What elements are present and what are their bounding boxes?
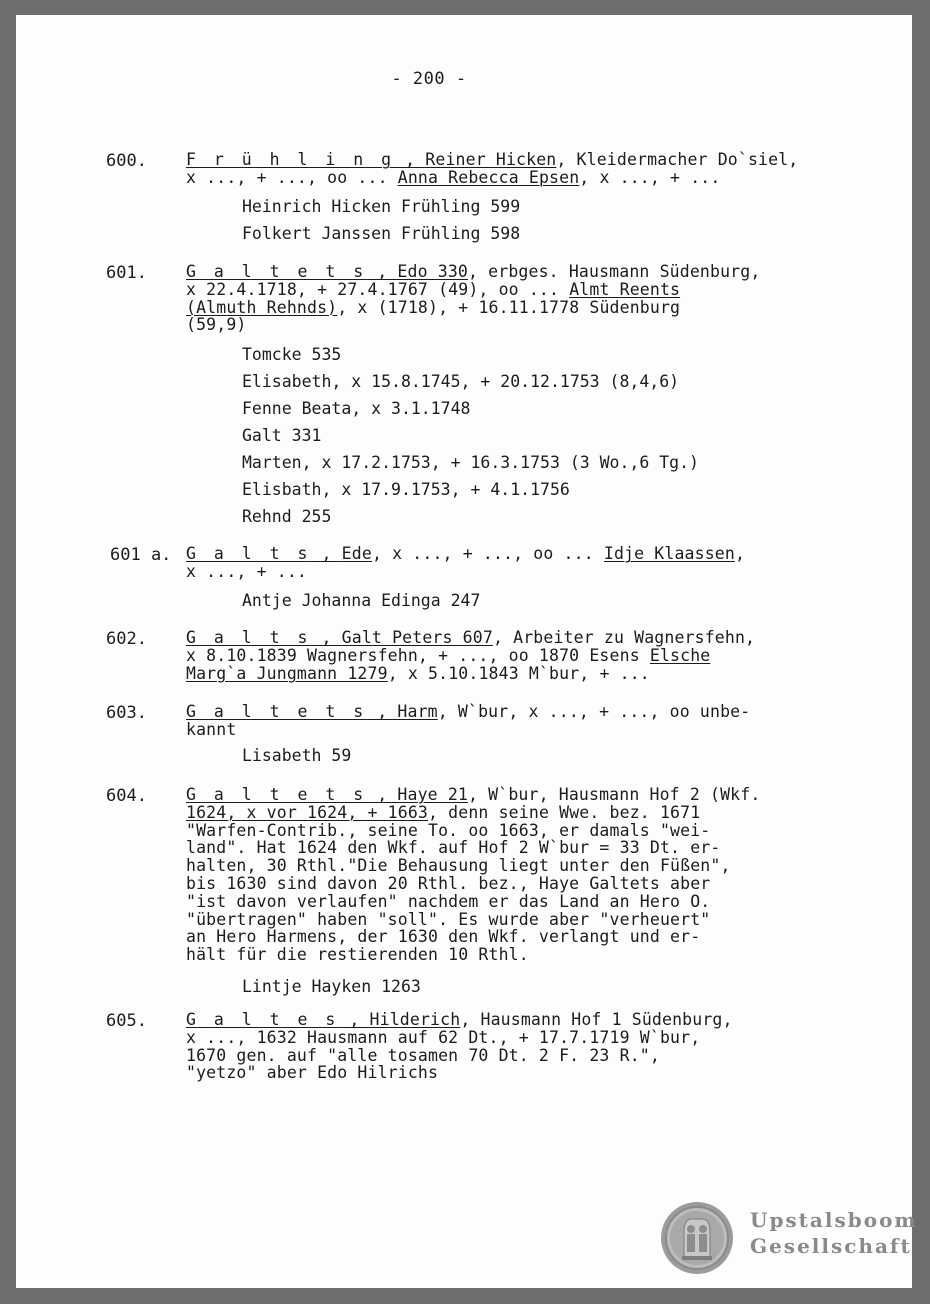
entry-line bbox=[186, 299, 760, 317]
text-segment: , x ..., + ..., oo ... bbox=[371, 544, 604, 563]
entry-text bbox=[186, 703, 750, 739]
text-segment: x 8.10.1839 Wagnersfehn, + ..., oo 1870 Esens bbox=[186, 645, 650, 665]
surname: G a l t e s bbox=[186, 1010, 340, 1029]
entry-line bbox=[186, 647, 755, 665]
surname: G a l t s bbox=[186, 628, 312, 647]
entry-text bbox=[186, 151, 798, 187]
text-segment: , x ..., + ... bbox=[579, 167, 721, 187]
entry-line bbox=[186, 281, 760, 299]
text-segment: Elsche bbox=[649, 645, 711, 665]
logo-line-1: Upstalsboom bbox=[750, 1208, 918, 1232]
entry-line bbox=[186, 721, 750, 739]
text-segment: 1670 gen. auf "alle tosamen 70 Dt. 2 F. 23 R.", bbox=[186, 1045, 660, 1065]
entry-line bbox=[186, 1064, 733, 1082]
entry-line bbox=[186, 169, 798, 187]
text-segment: an Hero Harmens, der 1630 den Wkf. verlangt und er- bbox=[186, 927, 701, 947]
entry-number: 601. bbox=[106, 263, 147, 283]
entry-text bbox=[186, 629, 755, 682]
surname: G a l t e t s bbox=[186, 785, 368, 804]
text-segment: Idje Klaassen bbox=[603, 544, 735, 563]
entry-line bbox=[186, 151, 798, 169]
entry-line bbox=[186, 629, 755, 647]
text-segment: , bbox=[367, 785, 398, 804]
entry-line bbox=[186, 545, 745, 563]
entry-line bbox=[186, 563, 745, 581]
text-segment: Galt Peters 607 bbox=[341, 628, 493, 647]
text-segment: , bbox=[395, 150, 426, 169]
entry-line bbox=[186, 263, 760, 281]
child-entry: Lisabeth 59 bbox=[242, 746, 352, 765]
text-segment: , W`bur, x ..., + ..., oo unbe- bbox=[437, 702, 751, 721]
text-segment: , Arbeiter zu Wagnersfehn, bbox=[492, 628, 756, 647]
text-segment: bis 1630 sind davon 20 Rthl. bez., Haye Galtets aber bbox=[186, 873, 711, 893]
text-segment: (59,9) bbox=[186, 315, 247, 335]
child-entry: Heinrich Hicken Frühling 599 bbox=[242, 197, 521, 216]
text-segment: Almt Reents bbox=[569, 279, 681, 299]
entry-line bbox=[186, 1047, 733, 1065]
child-entry: Elisabeth, x 15.8.1745, + 20.12.1753 (8,4,6) bbox=[242, 372, 680, 391]
text-segment: x ..., + ... bbox=[186, 561, 308, 581]
entry-number: 600. bbox=[106, 151, 147, 171]
child-entry: Rehnd 255 bbox=[242, 507, 332, 526]
text-segment: Anna Rebecca Epsen bbox=[397, 167, 580, 187]
text-segment: , Hausmann Hof 1 Südenburg, bbox=[460, 1010, 733, 1029]
text-segment: , bbox=[311, 628, 342, 647]
page-number: - 200 - bbox=[391, 69, 467, 89]
surname: G a l t e t s bbox=[186, 702, 368, 721]
entry-line bbox=[186, 786, 760, 804]
text-segment: 1624, x vor 1624, + 1663 bbox=[186, 802, 429, 822]
text-segment: Marg`a Jungmann 1279 bbox=[186, 663, 388, 683]
text-segment: hält für die restierenden 10 Rthl. bbox=[186, 945, 529, 965]
child-entry: Elisbath, x 17.9.1753, + 4.1.1756 bbox=[242, 480, 570, 499]
surname: G a l t e t s bbox=[186, 262, 368, 281]
surname: G a l t s bbox=[186, 544, 312, 563]
entry-line bbox=[186, 928, 760, 946]
entry-line bbox=[186, 911, 760, 929]
entry-number: 602. bbox=[106, 629, 147, 649]
entry-text bbox=[186, 545, 745, 581]
text-segment: , x (1718), + 16.11.1778 Südenburg bbox=[337, 297, 681, 317]
entry-line bbox=[186, 665, 755, 683]
text-segment: , bbox=[367, 702, 398, 721]
text-segment: , Kleidermacher Do`siel, bbox=[556, 150, 799, 169]
entry-text bbox=[186, 786, 760, 964]
text-segment: , erbges. Hausmann Südenburg, bbox=[468, 262, 761, 281]
text-segment: Edo 330 bbox=[397, 262, 468, 281]
entry-number: 603. bbox=[106, 703, 147, 723]
surname: F r ü h l i n g bbox=[186, 150, 396, 169]
text-segment: Harm bbox=[397, 702, 438, 721]
entry-line bbox=[186, 1011, 733, 1029]
society-logo bbox=[660, 1201, 918, 1277]
text-segment: , bbox=[734, 544, 746, 563]
text-segment: , bbox=[339, 1010, 370, 1029]
child-entry: Folkert Janssen Frühling 598 bbox=[242, 224, 521, 243]
entry-line bbox=[186, 316, 760, 334]
text-segment: Haye 21 bbox=[397, 785, 468, 804]
logo-text bbox=[750, 1207, 918, 1259]
text-segment: , W`bur, Hausmann Hof 2 (Wkf. bbox=[468, 785, 761, 804]
text-segment: land". Hat 1624 den Wkf. auf Hof 2 W`bur = 33 Dt. er- bbox=[186, 838, 721, 858]
entry-text bbox=[186, 263, 760, 334]
child-entry: Marten, x 17.2.1753, + 16.3.1753 (3 Wo.,6 Tg.) bbox=[242, 453, 699, 472]
entry-line bbox=[186, 804, 760, 822]
text-segment: x ..., + ..., oo ... bbox=[186, 167, 398, 187]
entry-number: 604. bbox=[106, 786, 147, 806]
entry-line bbox=[186, 839, 760, 857]
text-segment: , x 5.10.1843 M`bur, + ... bbox=[387, 663, 650, 683]
child-entry: Tomcke 535 bbox=[242, 345, 342, 364]
text-segment: Ede bbox=[341, 544, 372, 563]
text-segment: , denn seine Wwe. bez. 1671 bbox=[428, 802, 701, 822]
child-entry: Galt 331 bbox=[242, 426, 322, 445]
entry-number: 601 a. bbox=[110, 545, 172, 565]
text-segment: halten, 30 Rthl."Die Behausung liegt unter den Füßen", bbox=[186, 856, 731, 876]
entry-line bbox=[186, 703, 750, 721]
seal-icon bbox=[660, 1201, 734, 1275]
text-segment: , bbox=[311, 544, 342, 563]
text-segment: (Almuth Rehnds) bbox=[186, 297, 338, 317]
text-segment: "ist davon verlaufen" nachdem er das Land an Hero O. bbox=[186, 891, 711, 911]
entry-line bbox=[186, 893, 760, 911]
text-segment: kannt bbox=[186, 719, 237, 739]
entry-number: 605. bbox=[106, 1011, 147, 1031]
child-entry: Fenne Beata, x 3.1.1748 bbox=[242, 399, 471, 418]
document-page bbox=[16, 15, 918, 1288]
text-segment: "Warfen-Contrib., seine To. oo 1663, er damals "wei- bbox=[186, 820, 711, 840]
text-segment: Hilderich bbox=[369, 1010, 461, 1029]
entry-line bbox=[186, 857, 760, 875]
text-segment: x ..., 1632 Hausmann auf 62 Dt., + 17.7.1719 W`bur, bbox=[186, 1027, 701, 1047]
child-entry: Antje Johanna Edinga 247 bbox=[242, 591, 481, 610]
text-segment: x 22.4.1718, + 27.4.1767 (49), oo ... bbox=[186, 279, 570, 299]
child-entry: Lintje Hayken 1263 bbox=[242, 977, 421, 996]
entry-line bbox=[186, 1029, 733, 1047]
text-segment: Reiner Hicken bbox=[425, 150, 557, 169]
entry-line bbox=[186, 946, 760, 964]
text-segment: , bbox=[367, 262, 398, 281]
text-segment: "yetzo" aber Edo Hilrichs bbox=[186, 1063, 439, 1083]
logo-line-2: Gesellschaft bbox=[750, 1234, 912, 1258]
entry-line bbox=[186, 822, 760, 840]
entry-line bbox=[186, 875, 760, 893]
entry-text bbox=[186, 1011, 733, 1082]
text-segment: "übertragen" haben "soll". Es wurde aber "verheuert" bbox=[186, 909, 711, 929]
